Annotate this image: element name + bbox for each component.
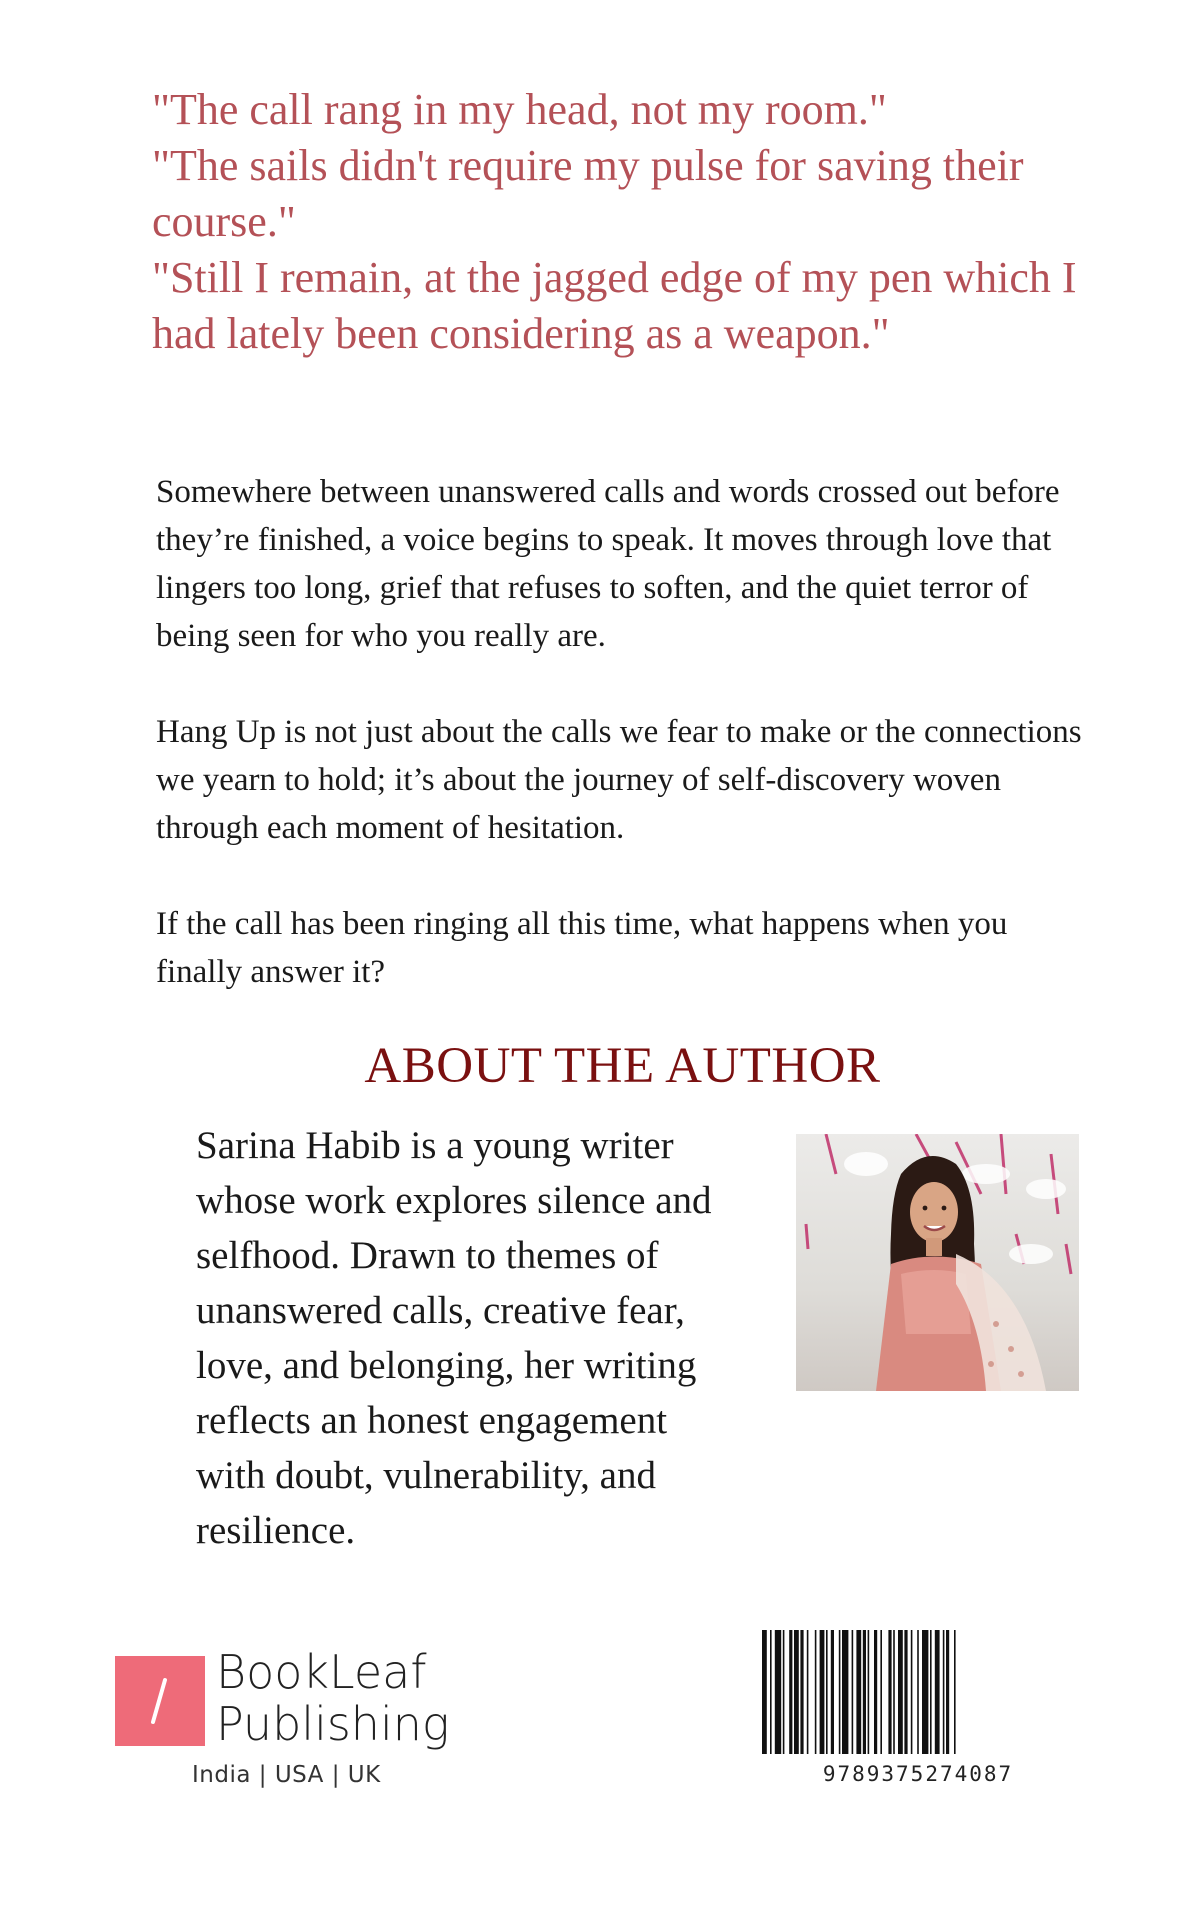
barcode-icon [758, 1630, 1078, 1754]
barcode-bar [935, 1630, 940, 1754]
barcode-bar [911, 1630, 913, 1754]
barcode-bar [800, 1630, 803, 1754]
barcode-bar [831, 1630, 834, 1754]
barcode-bar [954, 1630, 956, 1754]
publisher-name-line2: Publishing [216, 1697, 450, 1751]
barcode-bar [863, 1630, 866, 1754]
isbn-number: 9789375274087 [822, 1762, 1014, 1786]
barcode-bar [874, 1630, 877, 1754]
barcode-bar [783, 1630, 785, 1754]
barcode-bar [762, 1630, 767, 1754]
blurb-paragraph: Hang Up is not just about the calls we fear to make or the connections we yearn to hold; it’s about the journey of self-discovery woven through each moment of hesitation. [156, 714, 1082, 846]
barcode-bar [789, 1630, 792, 1754]
quote-line: "Still I remain, at the jagged edge of my pen which I had lately been considering as a weapon." [152, 253, 1088, 358]
slash-icon [115, 1656, 205, 1746]
barcode-bar [893, 1630, 895, 1754]
barcode-bar [888, 1630, 891, 1754]
barcode-bar [770, 1630, 772, 1754]
blurb-paragraph: Somewhere between unanswered calls and words crossed out before they’re finished, a voice begins to speak. It moves through love that lingers too long, grief that refuses to soften, and the quiet terror of being seen for who you really are. [156, 474, 1060, 654]
pull-quotes [152, 82, 1092, 362]
barcode-bar [917, 1630, 919, 1754]
barcode-bar [856, 1630, 861, 1754]
barcode-bar [898, 1630, 903, 1754]
barcode-bar [775, 1630, 781, 1754]
barcode-bar [826, 1630, 828, 1754]
barcode-bar [794, 1630, 799, 1754]
author-bio: Sarina Habib is a young writer whose work explores silence and selfhood. Drawn to themes of unanswered calls, creative fear, love, and belonging, her writing reflects an honest engagement with doubt, vulnerability, and resilience. [196, 1124, 712, 1552]
barcode-bar [922, 1630, 928, 1754]
author-portrait-illustration [796, 1134, 1079, 1391]
book-blurb [156, 468, 1086, 1044]
publisher-regions: India | USA | UK [192, 1762, 381, 1788]
barcode-bar [842, 1630, 848, 1754]
quote-line: "The call rang in my head, not my room." [152, 85, 887, 134]
barcode-bar [930, 1630, 932, 1754]
barcode-bar [904, 1630, 907, 1754]
about-author-heading: ABOUT THE AUTHOR [364, 1038, 881, 1094]
barcode-bar [880, 1630, 882, 1754]
barcode-bar [839, 1630, 841, 1754]
barcode-bar [852, 1630, 854, 1754]
barcode-bar [946, 1630, 949, 1754]
barcode-bar [943, 1630, 945, 1754]
publisher-name-line1: BookLeaf [216, 1645, 427, 1699]
barcode-bar [820, 1630, 825, 1754]
barcode-bar [815, 1630, 817, 1754]
barcode-bar [868, 1630, 870, 1754]
publisher-logo-mark [115, 1656, 205, 1746]
author-photo [796, 1134, 1079, 1391]
quote-line: "The sails didn't require my pulse for saving their course." [152, 141, 1035, 246]
publisher-name [216, 1646, 450, 1750]
barcode-bar [807, 1630, 809, 1754]
blurb-paragraph: If the call has been ringing all this time, what happens when you finally answer it? [156, 906, 1008, 990]
